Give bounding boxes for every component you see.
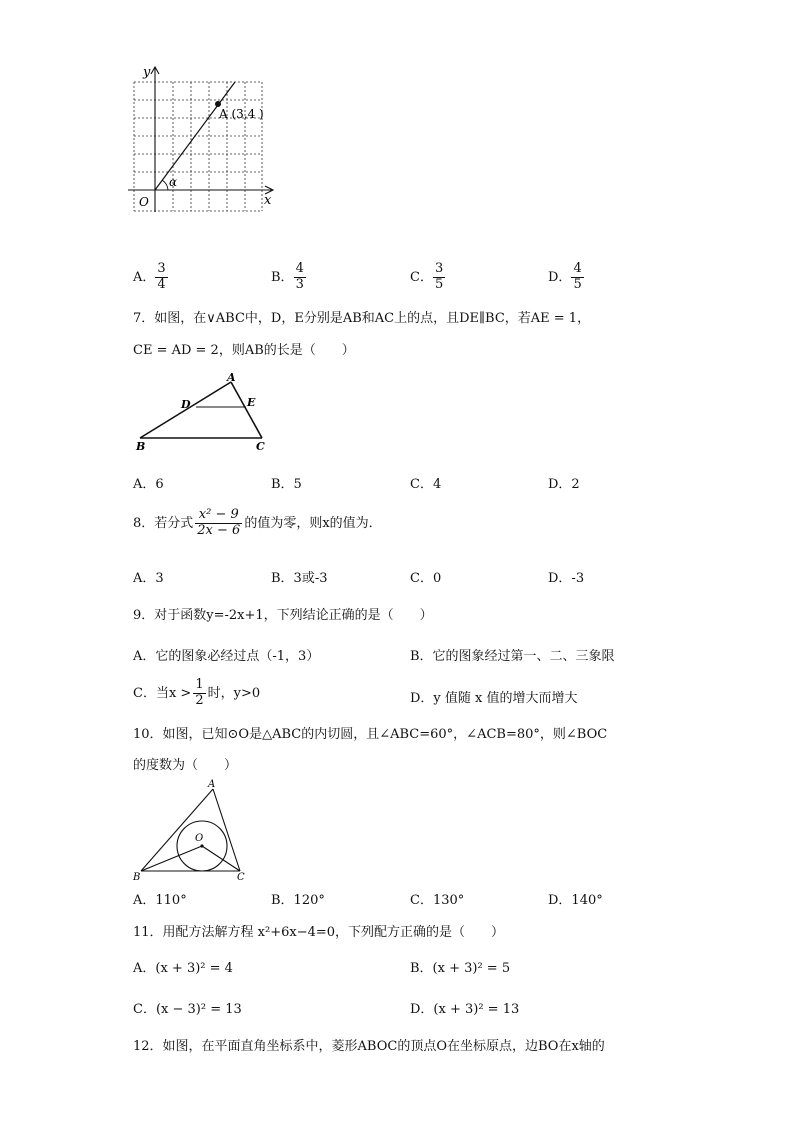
q10-stem-line2: 的度数为（ ） [133, 758, 238, 773]
q12-stem-line1: 12．如图，在平面直角坐标系中，菱形ABOC的顶点O在坐标原点，边BO在x轴的 [133, 1039, 605, 1054]
fraction: $\frac{4}{3}$ [295, 261, 304, 292]
fraction: $\frac{4}{5}$ [573, 261, 582, 292]
svg-text:C: C [256, 440, 265, 453]
q11-option-c[interactable]: C．(x − 3)² = 13 [133, 1002, 242, 1017]
q9-stem: 9．对于函数y=-2x+1，下列结论正确的是（ ） [133, 608, 433, 623]
y-axis-label: y [143, 65, 151, 80]
q6-grid-figure [128, 62, 278, 214]
q10-option-c[interactable]: C．130° [410, 893, 465, 908]
fraction: $\frac{3}{4}$ [157, 261, 166, 292]
q7-stem-line1: 7．如图，在∨ABC中，D，E分别是AB和AC上的点，且DE∥BC，若AE = 1， [133, 311, 591, 326]
q6-option-d[interactable]: D． $\frac{4}{5}$ [548, 261, 582, 292]
svg-text:B: B [133, 872, 141, 881]
origin-label: O [139, 195, 149, 209]
q8-option-d[interactable]: D．-3 [548, 571, 585, 586]
q11-option-b[interactable]: B．(x + 3)² = 5 [410, 961, 511, 976]
fraction: $\frac{1}{2}$ [195, 677, 204, 708]
q11-stem: 11．用配方法解方程 x²+6x−4=0，下列配方正确的是（ ） [133, 925, 505, 940]
q9-option-c[interactable]: C．当x > $\frac{1}{2}$ 时，y>0 [133, 677, 261, 708]
q6-option-c[interactable]: C． $\frac{3}{5}$ [410, 261, 444, 292]
svg-text:O: O [195, 833, 204, 844]
q7-option-c[interactable]: C．4 [410, 477, 442, 492]
q8-option-c[interactable]: C．0 [410, 571, 442, 586]
x-axis-label: x [264, 193, 272, 208]
point-a-label: A (3,4 ) [219, 107, 264, 121]
q9-option-d[interactable]: D．y 值随 x 值的增大而增大 [410, 691, 578, 706]
svg-text:A: A [227, 372, 236, 384]
fraction: $\frac{3}{5}$ [434, 261, 444, 292]
q10-stem-line1: 10．如图，已知⊙O是△ABC的内切圆，且∠ABC=60°，∠ACB=80°，则∠BOC [133, 727, 608, 742]
q7-option-a[interactable]: A．6 [133, 477, 164, 492]
angle-alpha-label: α [169, 175, 178, 189]
q11-option-d[interactable]: D．(x + 3)² = 13 [410, 1002, 520, 1017]
q11-option-a[interactable]: A．(x + 3)² = 4 [133, 961, 233, 976]
q10-option-b[interactable]: B．120° [271, 893, 325, 908]
q8-option-a[interactable]: A．3 [133, 571, 164, 586]
q9-option-b[interactable]: B．它的图象经过第一、二、三象限 [410, 649, 615, 664]
q6-option-b[interactable]: B． $\frac{4}{3}$ [271, 261, 304, 292]
svg-text:A: A [208, 779, 216, 790]
q10-option-d[interactable]: D．140° [548, 893, 603, 908]
q8-fraction: $\frac{\text{x² − 9}}{2x - 6}$ [197, 507, 241, 538]
q8-option-b[interactable]: B．3或-3 [271, 571, 328, 586]
q7-stem-line2: CE = AD = 2，则AB的长是（ ） [133, 343, 355, 358]
q6-option-a[interactable]: A． $\frac{3}{4}$ [133, 261, 166, 292]
q10-option-a[interactable]: A．110° [133, 893, 187, 908]
q7-triangle-figure [134, 372, 274, 454]
q7-option-b[interactable]: B．5 [271, 477, 302, 492]
q7-option-d[interactable]: D．2 [548, 477, 580, 492]
q9-option-a[interactable]: A．它的图象必经过点（-1，3） [133, 649, 320, 664]
svg-text:C: C [237, 872, 245, 881]
svg-text:D: D [181, 398, 191, 411]
svg-text:E: E [247, 396, 256, 409]
q10-incircle-figure [133, 777, 253, 881]
svg-text:B: B [136, 440, 146, 453]
q8-stem: 8．若分式 $\frac{\text{x² − 9}}{2x - 6}$ 的值为零，则x的值为． [133, 507, 382, 538]
